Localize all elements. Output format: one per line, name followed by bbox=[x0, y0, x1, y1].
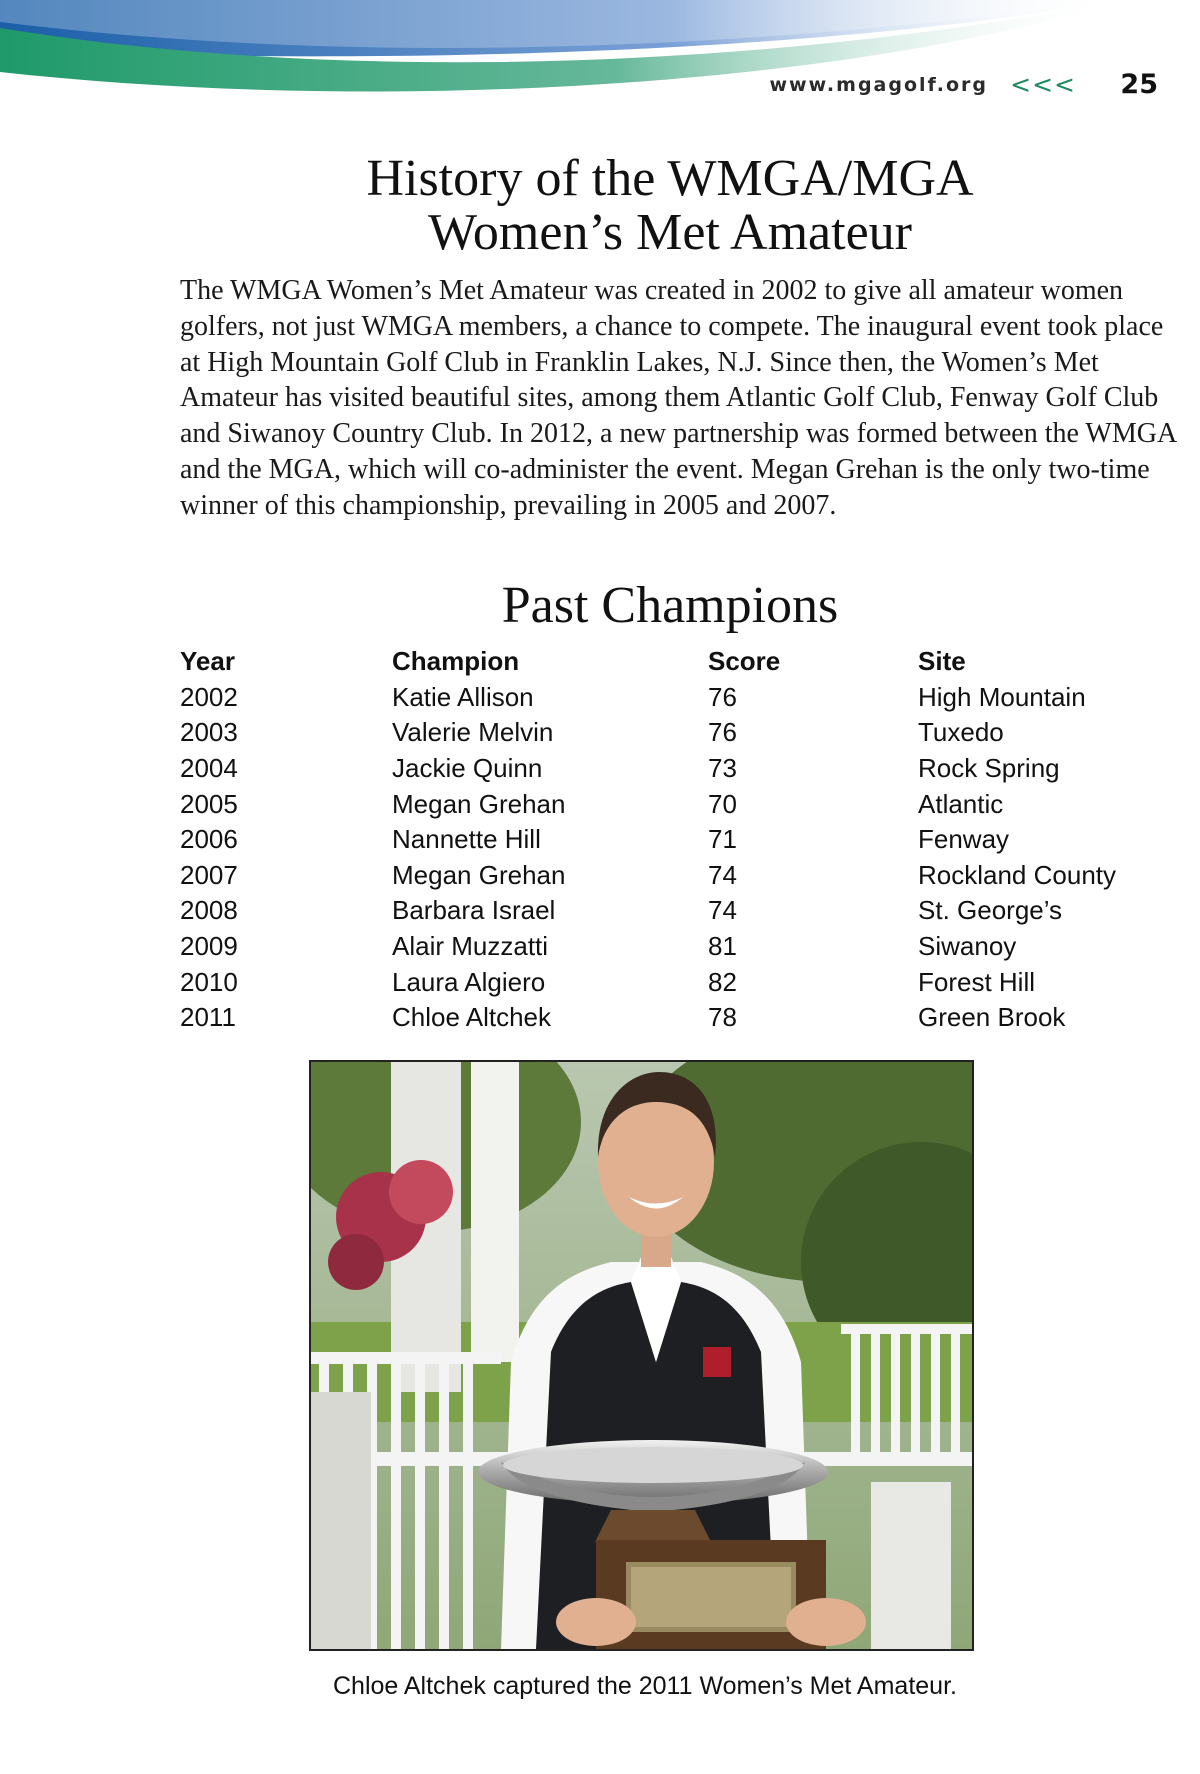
title-line-1: History of the WMGA/MGA bbox=[366, 150, 974, 207]
site-cell: Fenway bbox=[918, 824, 1010, 855]
column-header-year: Year bbox=[180, 646, 235, 677]
site-cell: St. George’s bbox=[918, 895, 1063, 926]
column-header-site: Site bbox=[918, 646, 966, 677]
year-cell: 2004 bbox=[180, 753, 238, 784]
table-header-row bbox=[180, 644, 1178, 680]
champion-cell: Katie Allison bbox=[392, 681, 534, 712]
table-row bbox=[180, 893, 1178, 929]
photo-caption: Chloe Altchek captured the 2011 Women’s Met Amateur. bbox=[333, 1672, 957, 1700]
score-cell: 70 bbox=[708, 788, 737, 819]
score-cell: 81 bbox=[708, 931, 737, 962]
year-cell: 2007 bbox=[180, 859, 238, 890]
chevron-left-icon: <<< bbox=[1010, 70, 1076, 99]
champion-cell: Laura Algiero bbox=[392, 966, 546, 997]
table-row bbox=[180, 751, 1178, 787]
champion-cell: Alair Muzzatti bbox=[392, 931, 549, 962]
champion-cell: Jackie Quinn bbox=[392, 753, 543, 784]
year-cell: 2010 bbox=[180, 966, 238, 997]
champion-photo-illustration bbox=[311, 1062, 972, 1649]
score-cell: 76 bbox=[708, 717, 737, 748]
score-cell: 82 bbox=[708, 966, 737, 997]
champion-cell: Nannette Hill bbox=[392, 824, 541, 855]
table-row bbox=[180, 786, 1178, 822]
champion-cell: Barbara Israel bbox=[392, 895, 556, 926]
table-row bbox=[180, 929, 1178, 965]
champions-table bbox=[180, 644, 1178, 1036]
site-cell: Rockland County bbox=[918, 859, 1116, 890]
site-cell: High Mountain bbox=[918, 681, 1086, 712]
site-cell: Rock Spring bbox=[918, 753, 1060, 784]
site-cell: Green Brook bbox=[918, 1002, 1066, 1033]
table-row bbox=[180, 680, 1178, 716]
score-cell: 73 bbox=[708, 753, 737, 784]
champion-photo bbox=[309, 1060, 974, 1651]
score-cell: 74 bbox=[708, 895, 737, 926]
year-cell: 2002 bbox=[180, 681, 238, 712]
year-cell: 2005 bbox=[180, 788, 238, 819]
score-cell: 78 bbox=[708, 1002, 737, 1033]
site-cell: Tuxedo bbox=[918, 717, 1004, 748]
column-header-champion: Champion bbox=[392, 646, 520, 677]
table-row bbox=[180, 964, 1178, 1000]
year-cell: 2011 bbox=[180, 1002, 236, 1033]
website-url: www.mgagolf.org bbox=[769, 74, 988, 96]
intro-paragraph: The WMGA Women’s Met Amateur was created in 2002 to give all amateur women golfers, not just WMGA members, a chance to compete. The inaugural event took place at High Mountain Golf Club in Franklin Lakes, N.J. Since then, the Women’s Met Amateur has visited beautiful sites, among them Atlantic Golf Club, Fenway Golf Club and Siwanoy Country Club. In 2012, a new partnership was formed between the WMGA and the MGA, which will co-administer the event. Megan Grehan is the only two-time winner of this championship, prevailing in 2005 and 2007. bbox=[180, 275, 1176, 521]
page-number: 25 bbox=[1120, 69, 1158, 100]
year-cell: 2008 bbox=[180, 895, 238, 926]
year-cell: 2006 bbox=[180, 824, 238, 855]
site-cell: Atlantic bbox=[918, 788, 1004, 819]
column-header-score: Score bbox=[708, 646, 781, 677]
year-cell: 2003 bbox=[180, 717, 238, 748]
table-row bbox=[180, 858, 1178, 894]
page-title bbox=[0, 152, 1200, 260]
title-line-2: Women’s Met Amateur bbox=[428, 204, 912, 261]
champion-cell: Megan Grehan bbox=[392, 788, 566, 819]
site-cell: Forest Hill bbox=[918, 966, 1036, 997]
page-header bbox=[0, 70, 1200, 106]
table-row bbox=[180, 822, 1178, 858]
table-row bbox=[180, 715, 1178, 751]
champion-cell: Chloe Altchek bbox=[392, 1002, 551, 1033]
score-cell: 76 bbox=[708, 681, 737, 712]
past-champions-heading: Past Champions bbox=[501, 577, 839, 634]
score-cell: 71 bbox=[708, 824, 737, 855]
champion-cell: Megan Grehan bbox=[392, 859, 566, 890]
champion-cell: Valerie Melvin bbox=[392, 717, 554, 748]
score-cell: 74 bbox=[708, 859, 737, 890]
site-cell: Siwanoy bbox=[918, 931, 1017, 962]
table-row bbox=[180, 1000, 1178, 1036]
year-cell: 2009 bbox=[180, 931, 238, 962]
